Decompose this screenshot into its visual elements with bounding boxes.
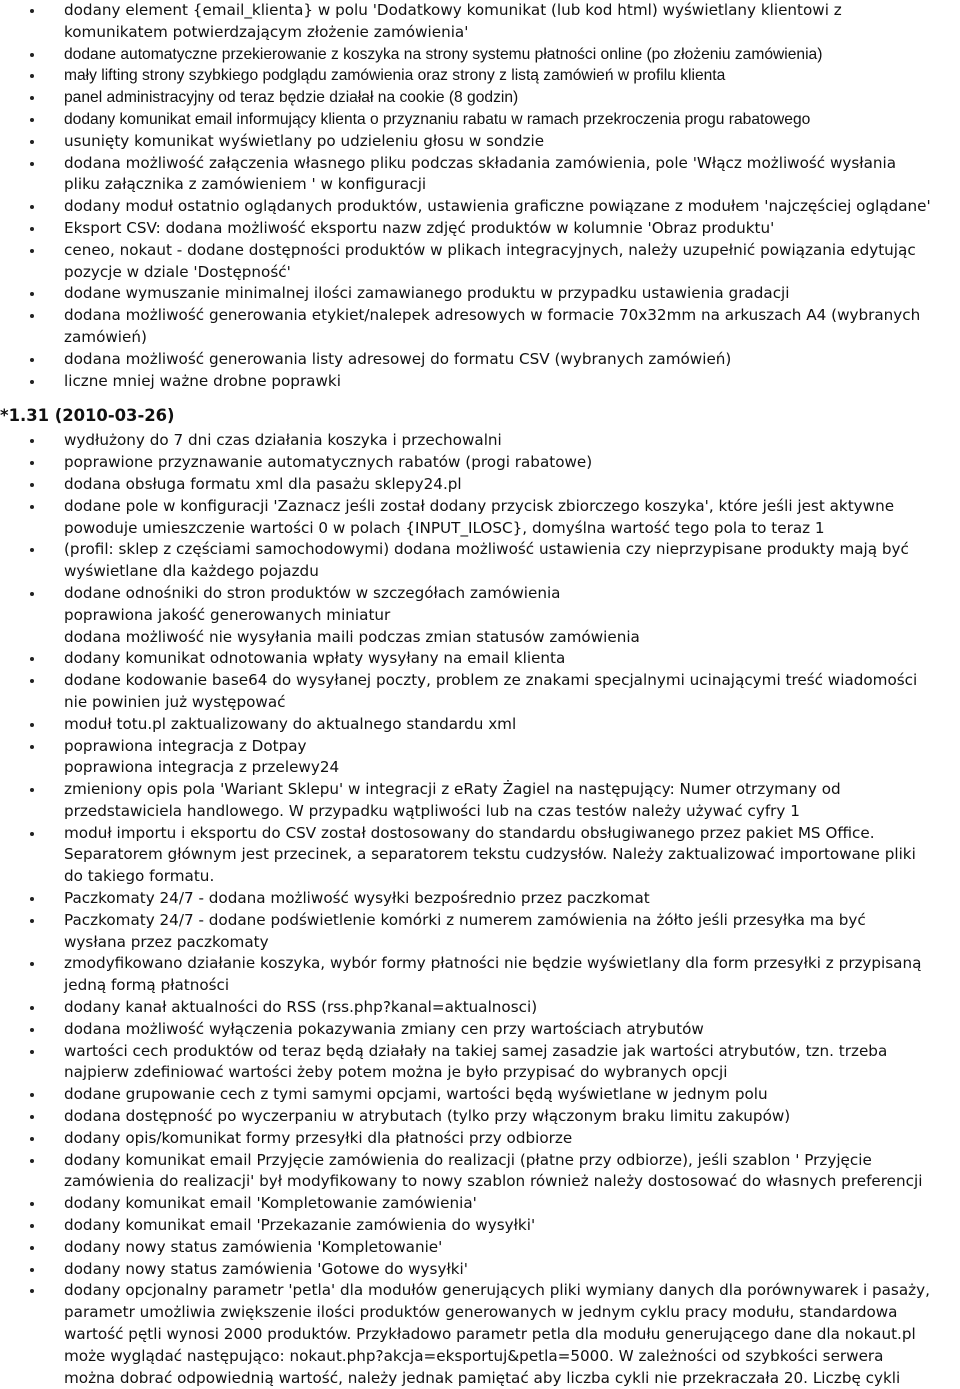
list-item-text: do takiego formatu.	[64, 867, 215, 886]
list-item	[0, 1193, 960, 1215]
list-item	[0, 1259, 960, 1281]
list-item-text: Separatorem głównym jest przecinek, a separatorem tekstu cudzysłów. Należy zaktualizować importowane pliki	[64, 845, 916, 864]
list-item-text: jedną formą płatności	[64, 976, 230, 995]
list-item-text: dodane wymuszanie minimalnej ilości zamawianego produktu w przypadku ustawienia gradacji	[64, 284, 790, 303]
list-item-text: dodany opcjonalny parametr 'petla' dla modułów generujących pliki wymiany danych dla porównywarek i pasaży,	[64, 1281, 930, 1300]
list-item-text: komunikatem potwierdzającym złożenie zamówienia'	[64, 22, 469, 41]
list-item-text: Paczkomaty 24/7 - dodana możliwość wysyłki bezpośrednio przez paczkomat	[64, 889, 650, 908]
list-item	[0, 371, 960, 393]
list-item-text: panel administracyjny od teraz będzie działał na cookie (8 godzin)	[64, 89, 519, 107]
list-item-text: dodana dostępność po wyczerpaniu w atrybutach (tylko przy włączonym braku limitu zakupów)	[64, 1107, 791, 1126]
list-item-text: przedstawiciela handlowego. W przypadku wątpliwości lub na czas testów należy używać cyfry 1	[64, 801, 800, 820]
list-item	[0, 1041, 960, 1085]
list-item-text: dodany kanał aktualności do RSS (rss.php?kanal=aktualnosci)	[64, 998, 538, 1017]
list-item-text: wysłana przez paczkomaty	[64, 932, 269, 951]
list-item-text: zamówienia do realizacji' był modyfikowany to nowy szablon również należy dostosować do własnych preferencji	[64, 1172, 923, 1191]
list-item-text: usunięty komunikat wyświetlany po udzieleniu głosu w sondzie	[64, 131, 545, 150]
list-item-text: dodany komunikat email 'Przekazanie zamówienia do wysyłki'	[64, 1216, 536, 1235]
list-item	[0, 87, 960, 109]
list-item-text: dodana możliwość załączenia własnego pliku podczas składania zamówienia, pole 'Włącz możliwość wysłania	[64, 153, 897, 172]
list-item-text: Paczkomaty 24/7 - dodane podświetlenie komórki z numerem zamówienia na żółto jeśli przesyłka ma być	[64, 910, 866, 929]
list-item-text: dodana możliwość generowania etykiet/nalepek adresowych w formacie 70x32mm na arkuszach A4 (wybranych	[64, 306, 921, 325]
list-item	[0, 349, 960, 371]
list-item	[0, 714, 960, 736]
list-item-text: moduł importu i eksportu do CSV został dostosowany do standardu obsługiwanego przez pakiet MS Office.	[64, 823, 875, 842]
list-item-text: wartości cech produktów od teraz będą działały na takiej samej zasadzie jak wartości atrybutów, tzn. trzeba	[64, 1041, 888, 1060]
list-item	[0, 131, 960, 153]
list-item	[0, 474, 960, 496]
list-item	[0, 1106, 960, 1128]
list-item	[0, 823, 960, 888]
list-item-text: dodane automatyczne przekierowanie z koszyka na strony systemu płatności online (po złożeniu zamówienia)	[64, 45, 823, 63]
list-item-text: wyświetlane dla każdego pojazdu	[64, 562, 319, 581]
list-item-text: dodany nowy status zamówienia 'Gotowe do wysyłki'	[64, 1259, 468, 1278]
version-heading: *1.31 (2010-03-26)	[0, 406, 175, 426]
list-item	[0, 218, 960, 240]
list-item	[0, 1150, 960, 1194]
list-item	[0, 670, 960, 714]
list-item	[0, 305, 960, 349]
list-item-text: powoduje umieszczenie wartości 0 w polach {INPUT_ILOSC}, domyślna wartość tego pola to teraz 1	[64, 518, 825, 537]
list-item-text: dodany komunikat email Przyjęcie zamówienia do realizacji (płatne przy odbiorze), jeśli szablon ' Przyjęcie	[64, 1150, 872, 1169]
list-item-text: dodany moduł ostatnio oglądanych produktów, ustawienia graficzne powiązane z modułem 'najczęściej oglądane'	[64, 197, 931, 216]
list-item	[0, 1280, 960, 1389]
list-item	[0, 583, 960, 605]
list-item	[0, 1019, 960, 1041]
list-item-text: dodany opis/komunikat formy przesyłki dla płatności przy odbiorze	[64, 1128, 573, 1147]
list-item-text: dodany komunikat email 'Kompletowanie zamówienia'	[64, 1194, 477, 1213]
list-item-text: poprawione przyznawanie automatycznych rabatów (progi rabatowe)	[64, 453, 593, 472]
list-item	[0, 196, 960, 218]
list-item-text: wydłużony do 7 dni czas działania koszyka i przechowalni	[64, 431, 502, 450]
list-item	[0, 539, 960, 583]
list-item-text: dodana możliwość wyłączenia pokazywania zmiany cen przy wartościach atrybutów	[64, 1019, 704, 1038]
list-item	[0, 283, 960, 305]
list-item	[0, 452, 960, 474]
list-item	[0, 1128, 960, 1150]
changelog-list-previous	[0, 0, 960, 392]
list-item	[0, 888, 960, 910]
list-item	[0, 910, 960, 954]
list-item	[0, 109, 960, 131]
list-item-text: zmieniony opis pola 'Wariant Sklepu' w integracji z eRaty Żagiel na następujący: Numer otrzymany od	[64, 780, 841, 799]
list-item-text: dodana możliwość generowania listy adresowej do formatu CSV (wybranych zamówień)	[64, 349, 732, 368]
list-item	[0, 627, 960, 649]
list-item-text: pliku załącznika z zamówieniem ' w konfiguracji	[64, 175, 427, 194]
list-item-text: najpierw zdefiniować wartości żeby potem można je było przypisać do wybranych opcji	[64, 1063, 728, 1082]
list-item	[0, 44, 960, 66]
list-item-text: liczne mniej ważne drobne poprawki	[64, 371, 341, 390]
list-item-text: nie powinien już występować	[64, 692, 286, 711]
list-item-text: dodany komunikat email informujący klienta o przyznaniu rabatu w ramach przekroczenia progu rabatowego	[64, 110, 811, 128]
list-item-text: Eksport CSV: dodana możliwość eksportu nazw zdjęć produktów w kolumnie 'Obraz produktu'	[64, 218, 775, 237]
list-item-text: wartość pętli wynosi 2000 produktów. Przykładowo parametr petla dla modułu generującego dane dla nokaut.pl	[64, 1325, 916, 1344]
list-item-text: dodane kodowanie base64 do wysyłanej poczty, problem ze znakami specjalnymi ucinającymi treść wiadomości	[64, 671, 918, 690]
list-item-text: dodany komunikat odnotowania wpłaty wysyłany na email klienta	[64, 649, 566, 668]
changelog-list-1-31	[0, 430, 960, 1389]
list-item	[0, 953, 960, 997]
list-item	[0, 153, 960, 197]
list-item	[0, 1084, 960, 1106]
list-item	[0, 997, 960, 1019]
list-item-text: dodane grupowanie cech z tymi samymi opcjami, wartości będą wyświetlane w jednym polu	[64, 1085, 768, 1104]
list-item-text: dodana obsługa formatu xml dla pasażu sklepy24.pl	[64, 474, 462, 493]
list-item-text: dodany element {email_klienta} w polu 'Dodatkowy komunikat (lub kod html) wyświetlany klientowi z	[64, 1, 842, 19]
list-item-text: dodane odnośniki do stron produktów w szczegółach zamówienia	[64, 583, 561, 602]
list-item-text: ceneo, nokaut - dodane dostępności produktów w plikach integracyjnych, należy uzupełnić powiązania edytując	[64, 240, 916, 259]
list-item-text: moduł totu.pl zaktualizowany do aktualnego standardu xml	[64, 714, 517, 733]
list-item	[0, 240, 960, 284]
list-item-text: poprawiona integracja z Dotpay	[64, 736, 307, 755]
list-item-text: (profil: sklep z częściami samochodowymi) dodana możliwość ustawienia czy nieprzypisane produkty mają być	[64, 540, 909, 559]
list-item	[0, 1215, 960, 1237]
list-item	[0, 648, 960, 670]
list-item-text: zmodyfikowano działanie koszyka, wybór formy płatności nie będzie wyświetlany dla form przesyłki z przypisaną	[64, 954, 922, 973]
list-item-text: można dobrać odpowiednią wartość, należy jednak pamiętać aby liczba cykli nie przekraczała 20. Liczbę cykli	[64, 1368, 901, 1387]
list-item-text: zamówień)	[64, 327, 147, 346]
list-item	[0, 779, 960, 823]
list-item	[0, 736, 960, 758]
list-item-text: dodany nowy status zamówienia 'Kompletowanie'	[64, 1237, 443, 1256]
list-item	[0, 605, 960, 627]
list-item	[0, 65, 960, 87]
list-item-text: parametr umożliwia zwiększenie ilości produktów generowanych w jednym cyklu pracy modułu, standardowa	[64, 1303, 898, 1322]
list-item	[0, 0, 960, 44]
list-item-text: dodane pole w konfiguracji 'Zaznacz jeśli został dodany przycisk zbiorczego koszyka', które jeśli jest aktywne	[64, 496, 895, 515]
list-item-text: może wyglądać następująco: nokaut.php?akcja=eksportuj&petla=5000. W zależności od szybkości serwera	[64, 1346, 884, 1365]
list-item-text: pozycje w dziale 'Dostępność'	[64, 262, 291, 281]
list-item-text: poprawiona integracja z przelewy24	[64, 758, 340, 777]
list-item-text: dodana możliwość nie wysyłania maili podczas zmian statusów zamówienia	[64, 627, 640, 646]
list-item	[0, 430, 960, 452]
list-item-text: poprawiona jakość generowanych miniatur	[64, 605, 391, 624]
list-item	[0, 496, 960, 540]
list-item	[0, 757, 960, 779]
list-item-text: mały lifting strony szybkiego podglądu zamówienia oraz strony z listą zamówień w profilu klienta	[64, 67, 726, 85]
list-item	[0, 1237, 960, 1259]
